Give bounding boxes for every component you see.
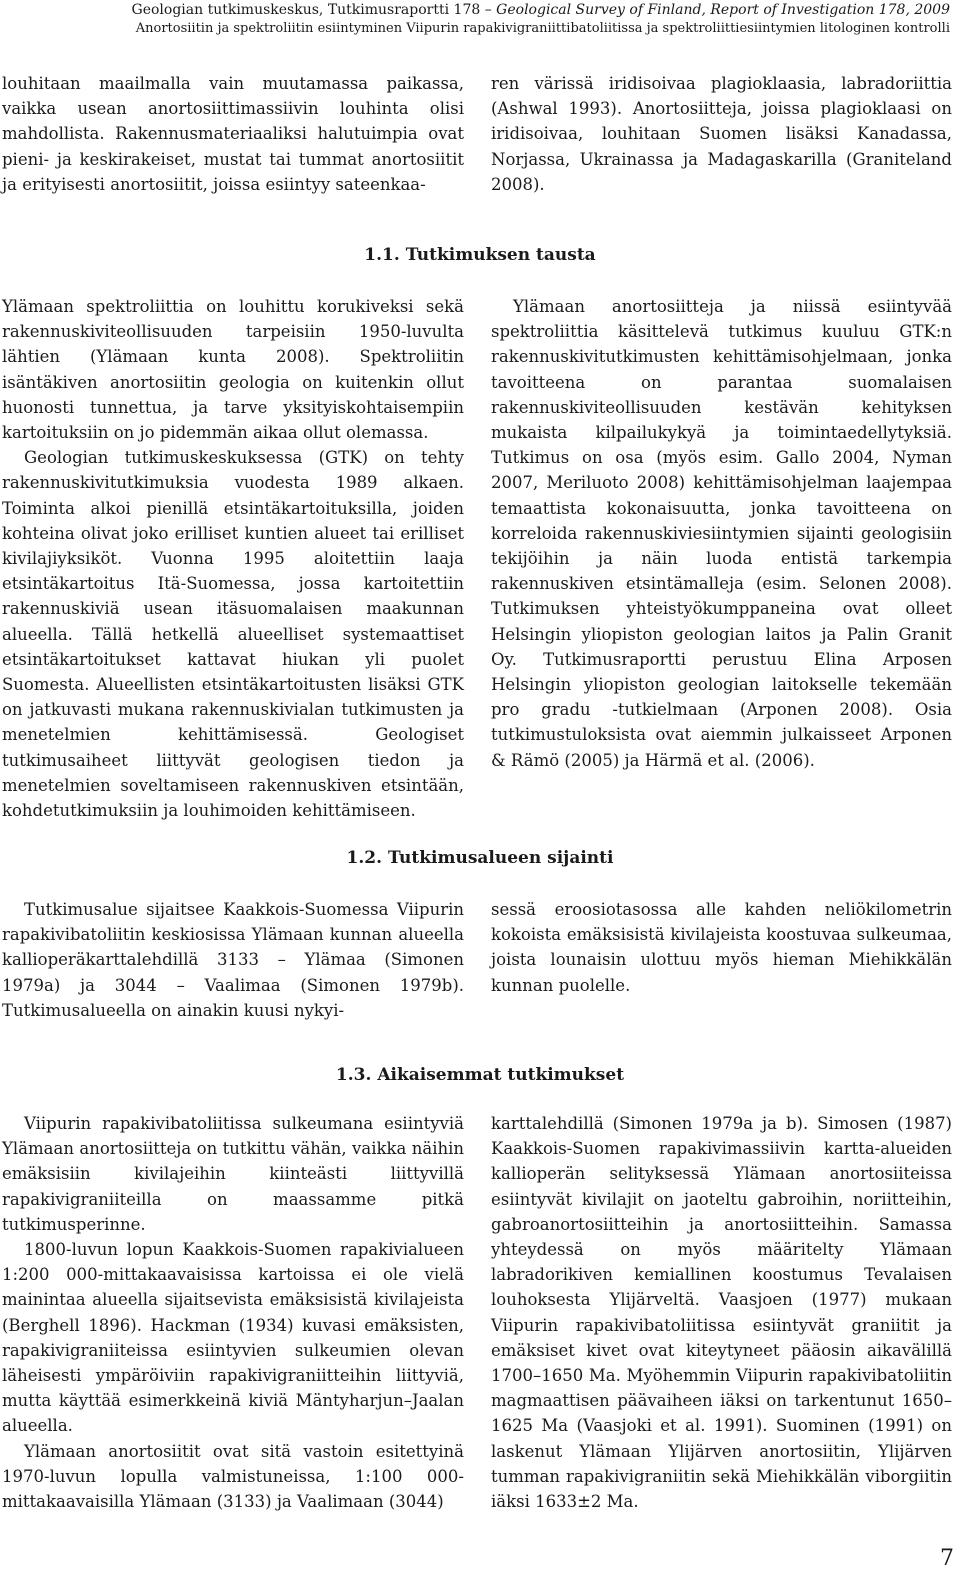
intro-right-paragraph: ren värissä iridisoivaa plagioklaasia, labradoriittia (Ashwal 1993). Anortosiitteja, joissa plagioklaasi on iridisoivaa, louhitaan Suomen lisäksi Kanadassa, Norjassa, Ukrainassa ja Madagaskarilla (Graniteland 2008). [491,74,952,194]
section-1-3-left-paragraph: Viipurin rapakivibatoliitissa sulkeumana esiintyviä Ylämaan anortosiitteja on tutkittu vähän, vaikka näihin emäksisiin kivilajeihin kiinteästi liittyvillä rapakivigraniiteilla on maassamme pitkä tutkimusperinne. [2,1114,464,1234]
intro-right-column [491,71,952,197]
section-1-1-right-paragraph: Ylämaan anortosiitteja ja niissä esiintyvää spektroliittia käsittelevä tutkimus kuuluu GTK:n rakennuskivitutkimusten kehittämisohjelmaan, jonka tavoitteena on parantaa suomalaisen rakennuskiviteollisuuden kestävän kehityksen mukaista kilpailukykyä ja toimintaedellytyksiä. Tutkimus on osa (myös esim. Gallo 2004, Nyman 2007, Meriluoto 2008) kehittämisohjelman laajempaa temaattista kokonaisuutta, jonka tavoitteena on korreloida rakennuskiviesiintymien sijainti geologisiin tekijöihin ja näin luoda entistä tarkempia rakennuskiven etsintämalleja (esim. Selonen 2008). Tutkimuksen yhteistyökumppaneina ovat olleet Helsingin yliopiston geologian laitos ja Palin Granit Oy. Tutkimusraportti perustuu Elina Arposen Helsingin yliopiston geologian laitokselle tekemään pro gradu -tutkielmaan (Arponen 2008). Osia tutkimustuloksista ovat aiemmin julkaisseet Arponen & Rämö (2005) ja Härmä et al. (2006). [491,297,952,770]
section-1-3-right-column [491,1111,952,1514]
section-1-1-left-paragraph: Ylämaan spektroliittia on louhittu korukiveksi sekä rakennuskiviteollisuuden tarpeisiin 1950-luvulta lähtien (Ylämaan kunta 2008). Spektroliitin isäntäkiven anortosiitin geologia on kuitenkin ollut huonosti tunnettua, ja tarve yksityiskohtaisempiin kartoituksiin on jo pidemmän aikaa ollut olemassa. [2,297,464,443]
section-1-3-left-paragraph: 1800-luvun lopun Kaakkois-Suomen rapakivialueen 1:200 000-mittakaavaisissa kartoissa ei ole vielä mainintaa alueella sijaitsevista emäksisistä kivilajeista (Berghell 1896). Hackman (1934) kuvasi emäksisten, rapakivigraniiteissa esiintyvien sulkeumien olevan läheisesti ympäröiviin rapakivigraniitteihin liittyviä, mutta käyttää esimerkkeinä kiviä Mäntyharjun–Jaalan alueella. [2,1240,464,1436]
page-number: 7 [940,1546,954,1571]
running-header-series: Geologian tutkimuskeskus, Tutkimusraportti 178 – Geological Survey of Finland, Report of Investigation 178, 2009 [131,2,950,18]
section-1-3-left-column [2,1111,464,1514]
section-heading-1-1: 1.1. Tutkimuksen tausta [364,245,596,265]
section-1-1-left-paragraph: Geologian tutkimuskeskuksessa (GTK) on tehty rakennuskivitutkimuksia vuodesta 1989 alkaen. Toiminta alkoi pienillä etsintäkartoituksilla, joiden kohteina olivat joko erilliset kuntien alueet tai erilliset kivilajiyksiköt. Vuonna 1995 aloitettiin laaja etsintäkartoitus Itä-Suomessa, jossa kartoitettiin rakennuskiviä usean itäsuomalaisen maakunnan alueella. Tällä hetkellä alueelliset systemaattiset etsintäkartoitukset kattavat hiukan yli puolet Suomesta. Alueellisten etsintäkartoitusten lisäksi GTK on jatkuvasti mukana rakennuskivialan tutkimusten ja menetelmien kehittämisessä. Geologiset tutkimusaiheet liittyvät geologisen tiedon ja menetelmien soveltamiseen rakennuskiven etsintään, kohdetutkimuksiin ja louhimoiden kehittämiseen. [2,448,464,821]
section-heading-1-3: 1.3. Aikaisemmat tutkimukset [335,1065,625,1085]
intro-left-column [2,71,464,197]
section-1-2-right-column [491,897,952,998]
section-1-3-left-paragraph: Ylämaan anortosiitit ovat sitä vastoin esitettyinä 1970-luvun lopulla valmistuneissa, 1:100 000-mittakaavaisilla Ylämaan (3133) ja Vaalimaan (3044) [2,1441,464,1512]
section-1-1-right-column [491,294,952,773]
section-1-2-left-column [2,897,464,1023]
section-1-3-right-paragraph: karttalehdillä (Simonen 1979a ja b). Simosen (1987) Kaakkois-Suomen rapakivimassiivin kartta-alueiden kallioperän selityksessä Ylämaan anortosiiteissa esiintyvät kivilajit on jaoteltu gabroihin, noriitteihin, gabroanortosiitteihin ja anortosiitteihin. Samassa yhteydessä on myös määritelty Ylämaan labradorikiven kemiallinen koostumus Tevalaisen louhoksesta Ylijärveltä. Vaasjoen (1977) mukaan Viipurin rapakivibatoliitissa esiintyvät graniitit ja emäksiset kivet ovat kiteytyneet pääosin aikavälillä 1700–1650 Ma. Myöhemmin Viipurin rapakivibatoliitin magmaattisen päävaiheen iäksi on tarkentunut 1650–1625 Ma (Vaasjoki et al. 1991). Suominen (1991) on laskenut Ylämaan Ylijärven anortosiitin, Ylijärven tumman rapakivigraniitin sekä Miehikkälän viborgiitin iäksi 1633±2 Ma. [491,1114,952,1512]
running-header-title: Anortosiitin ja spektroliitin esiintyminen Viipurin rapakivigraniittibatoliitissa ja spektroliittiesiintymien litologinen kontrolli [135,21,950,36]
section-1-2-left-paragraph: Tutkimusalue sijaitsee Kaakkois-Suomessa Viipurin rapakivibatoliitin keskiosissa Ylämaan kunnan alueella kallioperäkarttalehdillä 3133 – Ylämaa (Simonen 1979a) ja 3044 – Vaalimaa (Simonen 1979b). Tutkimusalueella on ainakin kuusi nykyi- [2,900,464,1020]
section-1-1-left-column [2,294,464,823]
intro-left-paragraph: louhitaan maailmalla vain muutamassa paikassa, vaikka usean anortosiittimassiivin louhinta olisi mahdollista. Rakennusmateriaaliksi halutuimpia ovat pieni- ja keskirakeiset, mustat tai tummat anortosiitit ja erityisesti anortosiitit, joissa esiintyy sateenkaa- [2,74,464,194]
section-1-2-right-paragraph: sessä eroosiotasossa alle kahden neliökilometrin kokoista emäksisistä kivilajeista koostuvaa sulkeumaa, joista lounaisin ulottuu myös hieman Miehikkälän kunnan puolelle. [491,900,952,995]
section-heading-1-2: 1.2. Tutkimusalueen sijainti [346,848,614,868]
